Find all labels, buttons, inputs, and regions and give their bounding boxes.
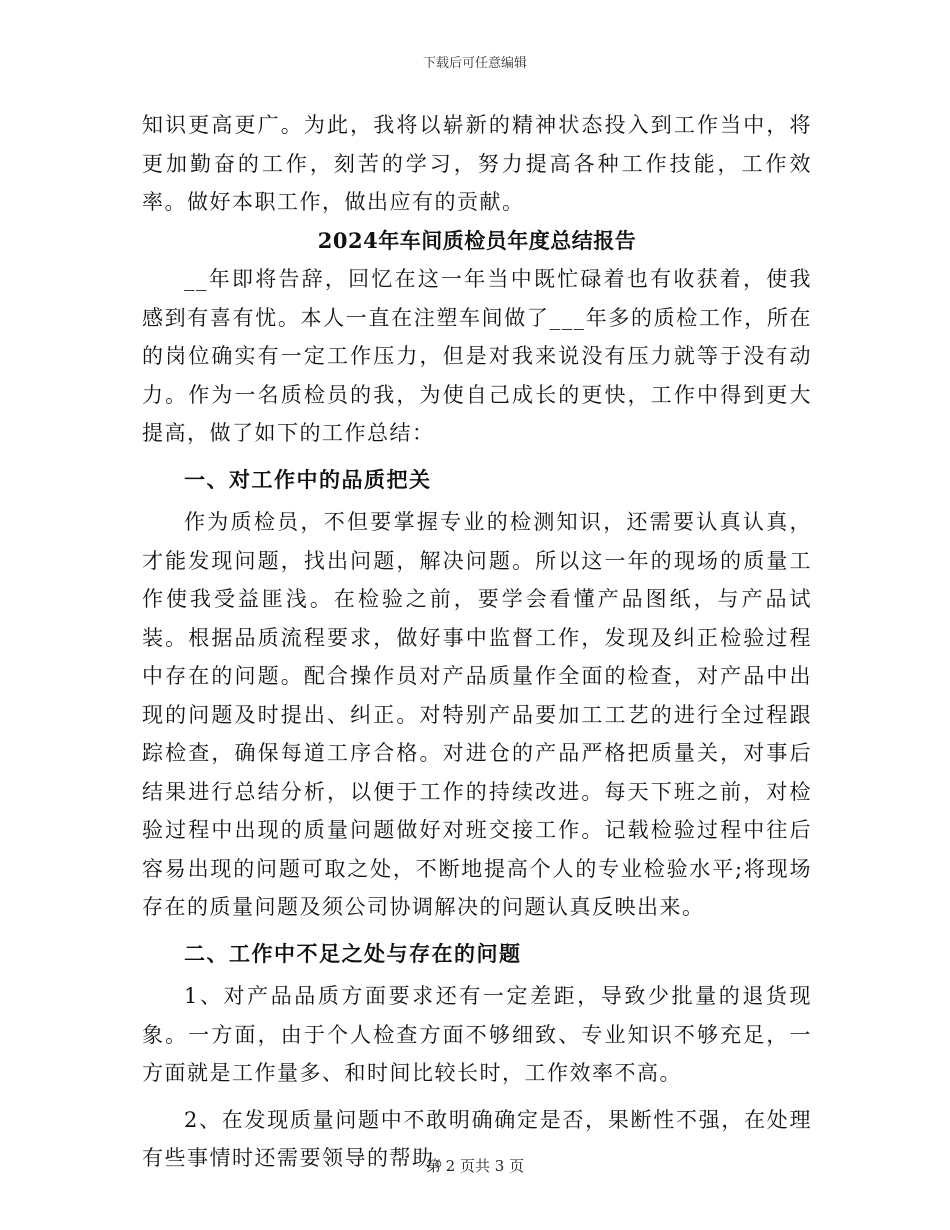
section2-item2: 2、在发现质量问题中不敢明确确定是否，果断性不强，在处理有些事情时还需要领导的帮助。 — [142, 1107, 812, 1170]
section2-item1: 1、对产品品质方面要求还有一定差距，导致少批量的退货现象。一方面，由于个人检查方面不够细致、专业知识不够充足，一方面就是工作量多、和时间比较长时，工作效率不高。 — [142, 984, 812, 1085]
section1-heading: 一、对工作中的品质把关 — [184, 466, 432, 492]
page-header: 下载后可任意编辑 — [422, 56, 527, 71]
opening-paragraph: __年即将告辞，回忆在这一年当中既忙碌着也有收获着，使我感到有喜有忧。本人一直在注塑车间做了___年多的质检工作，所在的岗位确实有一定工作压力，但是对我来说没有压力就等于没有动力。作为一名质检员的我，为使自己成长的更快，工作中得到更大提高，做了如下的工作总结： — [142, 267, 812, 445]
section2-heading: 二、工作中不足之处与存在的问题 — [184, 940, 522, 966]
section1-paragraph: 作为质检员，不但要掌握专业的检测知识，还需要认真认真，才能发现问题，找出问题，解决问题。所以这一年的现场的质量工作使我受益匪浅。在检验之前，要学会看懂产品图纸，与产品试装。根据品质流程要求，做好事中监督工作，发现及纠正检验过程中存在的问题。配合操作员对产品质量作全面的检查，对产品中出现的问题及时提出、纠正。对特别产品要加工工艺的进行全过程跟踪检查，确保每道工序合格。对进仓的产品严格把质量关，对事后结果进行总结分析，以便于工作的持续改进。每天下班之前，对检验过程中出现的质量问题做好对班交接工作。记载检验过程中往后容易出现的问题可取之处，不断地提高个人的专业检验水平;将现场存在的质量问题及须公司协调解决的问题认真反映出来。 — [142, 510, 812, 919]
intro-paragraph: 知识更高更广。为此，我将以崭新的精神状态投入到工作当中，将更加勤奋的工作，刻苦的学习，努力提高各种工作技能，工作效率。做好本职工作，做出应有的贡献。 — [142, 113, 812, 214]
document-body — [142, 106, 812, 1178]
document-title: 2024年车间质检员年度总结报告 — [317, 227, 637, 253]
page-footer: 第 2 页共 3 页 — [425, 1157, 525, 1175]
